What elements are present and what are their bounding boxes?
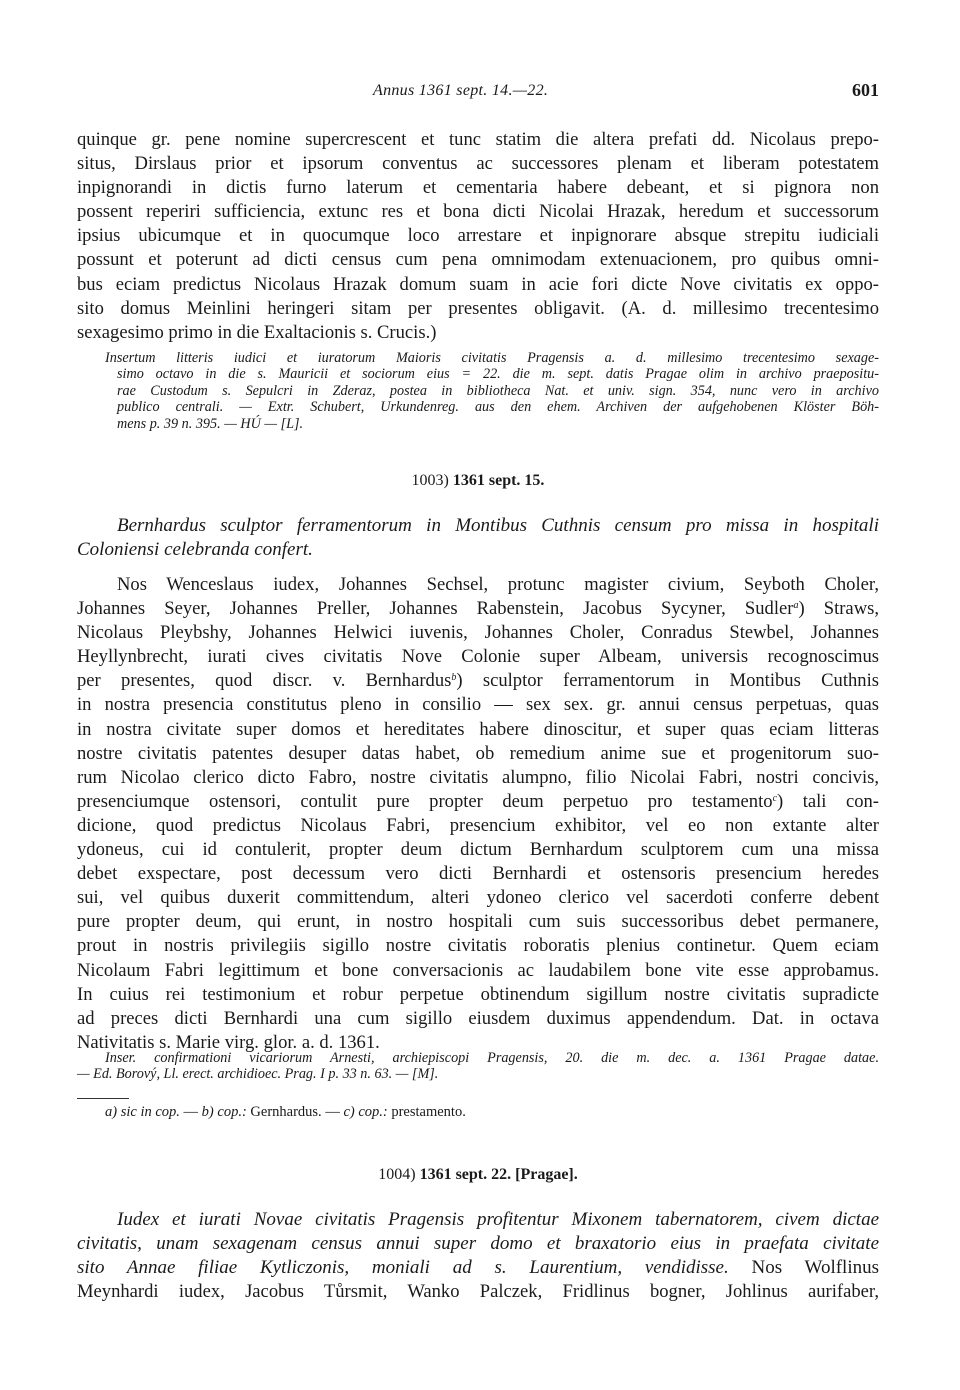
document-number: 1003) [411, 472, 449, 489]
footnote-mark: c [772, 792, 778, 804]
footnote-rule [77, 1098, 129, 1099]
document-heading [77, 1166, 879, 1184]
summary-segment: sito Annae filiae Kytliczonis, moniali ad s. Laurentium, vendidisse. [77, 1257, 729, 1278]
text-line: sito domus Meinlini heringeri sitam per presentes obligavit. (A. d. millesimo trecentesimo [77, 297, 879, 319]
footnote-mark: a) [105, 1104, 118, 1120]
editorial-note [77, 350, 879, 432]
text-line: bus eciam predictus Nicolaus Hrazak domum suam in acie fori dicte Nove civitatis ex oppo- [77, 273, 879, 295]
text-line: In cuius rei testimonium et robur perpetue obtinendum sigillum nostre civitatis supradicte [77, 983, 879, 1005]
text-line: situs, Dirslaus prior et ipsorum conventus ac successores plenam et liberam potestatem [77, 153, 879, 175]
text-segment: Johannes Seyer, Johannes Preller, Johannes Rabenstein, Jacobus Sycyner, Sudler [77, 598, 794, 620]
text-line [77, 597, 879, 621]
text-line: Nicolaus Pleybshy, Johannes Helwici iuvenis, Johannes Choler, Conradus Stewbel, Johannes [77, 622, 879, 644]
page-header [77, 82, 879, 106]
running-head: Annus 1361 sept. 14.—22. [373, 82, 549, 99]
text-segment: ) tali con- [777, 790, 879, 812]
text-line: Heyllynbrecht, iurati cives civitatis Nove Colonie super Albeam, universis recognoscimus [77, 646, 879, 668]
footnote-mark: c) [343, 1104, 355, 1120]
text-line: sexagesimo primo in die Exaltacionis s. Crucis.) [77, 321, 437, 343]
note-line: simo octavo in die s. Mauricii et sociorum eius = 22. die m. sept. datis Pragae olim in archivo praepositu- [117, 366, 879, 383]
text-line: prout in nostris privilegiis sigillo nostre civitatis roboratis plenius continetur. Quem eciam [77, 935, 879, 957]
text-line: in nostra civitate super domos et hereditates habere dinoscitur, et super quas eciam litteras [77, 718, 879, 740]
document-text [77, 573, 879, 1055]
text-line: possunt et poterunt ad dicti census cum pena omnimodam extenuacionem, pro quibus omni- [77, 249, 879, 271]
footnote-text: prestamento. [391, 1104, 466, 1120]
summary-line: civitatis, unam sexagenam census annui super domo et braxatorio eius in praefata civitate [77, 1233, 879, 1254]
text-segment: ) Straws, [798, 598, 879, 620]
text-segment: ) sculptor ferramentorum in Montibus Cuthnis [456, 670, 879, 692]
footnote-source: cop.: [358, 1104, 388, 1120]
text-line: nostre civitatis patentes desuper datas habet, ob remedium anime sue et progenitorum suo- [77, 742, 879, 764]
document-summary [77, 514, 879, 562]
footnote-separator: — [179, 1104, 202, 1120]
document-date: 1361 sept. 15. [452, 472, 545, 489]
note-line: mens p. 39 n. 395. — HÚ — [L]. [117, 415, 304, 432]
text-segment: per presentes, quod discr. v. Bernhardus [77, 670, 452, 692]
text-segment: Nos Wolflinus [751, 1257, 880, 1278]
text-line: ad preces dicti Bernhardi una cum sigillo eiusdem duximus appendendum. Dat. in octava [77, 1007, 879, 1029]
note-line: — Ed. Borový, Ll. erect. archidioec. Prag. I p. 33 n. 63. — [M]. [77, 1066, 439, 1083]
text-line: inpignorandi in dictis furno laterum et cementaria habere debeant, et si pignora non [77, 177, 879, 199]
footnote-source: cop.: [217, 1104, 247, 1120]
note-line: Inser. confirmationi vicariorum Arnesti, archiepiscopi Pragensis, 20. die m. dec. a. 1361 Pragae datae. [105, 1050, 879, 1066]
footnotes [77, 1104, 879, 1121]
text-line: sui, vel quibus duxerit committendum, alteri ydoneo clerico vel sacerdoti conferre debent [77, 887, 879, 909]
text-segment: presenciumque ostensori, contulit pure propter deum perpetuo pro testamento [77, 790, 773, 812]
text-line: quinque gr. pene nomine supercrescent et tunc statim die altera prefati dd. Nicolaus prepo- [77, 129, 879, 150]
text-line: Nativitatis s. Marie virg. glor. a. d. 1361. [77, 1031, 380, 1053]
text-line: ipsius ubicumque et in quocumque loco arrestare et inpignorare absque strepitu iudiciali [77, 225, 879, 247]
continuation-paragraph [77, 128, 879, 345]
note-line: rae Custodum s. Sepulcri in Zderaz, postea in bibliotheca Nat. et univ. sign. 354, nunc vero in archivo [117, 382, 879, 399]
footnote-separator: — [321, 1104, 344, 1120]
text-line [77, 669, 879, 693]
text-line: rum Nicolao clerico dicto Fabro, nostre civitatis alumpno, filio Nicolai Fabri, nostri concivis, [77, 766, 879, 788]
note-line: publico centrali. — Extr. Schubert, Urkundenreg. aus den ehem. Archiven der aufgehobenen Klöster Böh- [117, 399, 879, 416]
footnote-mark: b [451, 672, 457, 684]
footnote-source: sic in cop. [120, 1104, 180, 1120]
footnote-mark: b) [201, 1104, 214, 1120]
text-line: in nostra presencia constitutus pleno in consilio — sex sex. gr. annui census perpetuas, quas [77, 694, 879, 716]
text-line: pure propter deum, qui erunt, in nostro hospitali cum suis successoribus debet permanere, [77, 911, 879, 933]
note-line: Insertum litteris iudici et iuratorum Maioris civitatis Pragensis a. d. millesimo trecentesimo sexage- [105, 350, 879, 366]
text-line: possent reperiri sufficiencia, extunc res et bona dicti Nicolai Hrazak, heredum et successorum [77, 201, 879, 223]
summary-line: Iudex et iurati Novae civitatis Pragensis profitentur Mixonem tabernatorem, civem dictae [117, 1209, 879, 1230]
summary-line: Coloniensi celebranda confert. [77, 539, 313, 560]
text-line: dicione, quod predictus Nicolaus Fabri, presencium exhibitor, vel eo non extante alter [77, 814, 879, 836]
footnote-text: Gernhardus. [250, 1104, 322, 1120]
document-number: 1004) [378, 1166, 416, 1183]
document-heading [77, 472, 879, 490]
footnote-mark: a [793, 600, 799, 612]
text-line: Meynhardi iudex, Jacobus Tůrsmit, Wanko Palczek, Fridlinus bogner, Johlinus aurifaber, [77, 1281, 879, 1302]
page-number: 601 [852, 80, 879, 100]
text-line [77, 790, 879, 814]
text-line: debet exspectare, post decessum vero dicti Bernhardi et ostensoris presencium heredes [77, 863, 879, 885]
text-line: Nos Wenceslaus iudex, Johannes Sechsel, protunc magister civium, Seyboth Choler, [117, 574, 879, 595]
editorial-note [77, 1050, 879, 1083]
summary-line [77, 1256, 879, 1280]
summary-line: Bernhardus sculptor ferramentorum in Montibus Cuthnis censum pro missa in hospitali [117, 515, 879, 536]
text-line: ydoneus, cui id contulerit, propter deum dictum Bernhardum sculptorem cum una missa [77, 839, 879, 861]
document-date: 1361 sept. 22. [Pragae]. [419, 1166, 578, 1183]
document-summary [77, 1208, 879, 1304]
text-line: Nicolaum Fabri legittimum et bone conversacionis ac laudabilem bone vite esse approbamus. [77, 959, 879, 981]
